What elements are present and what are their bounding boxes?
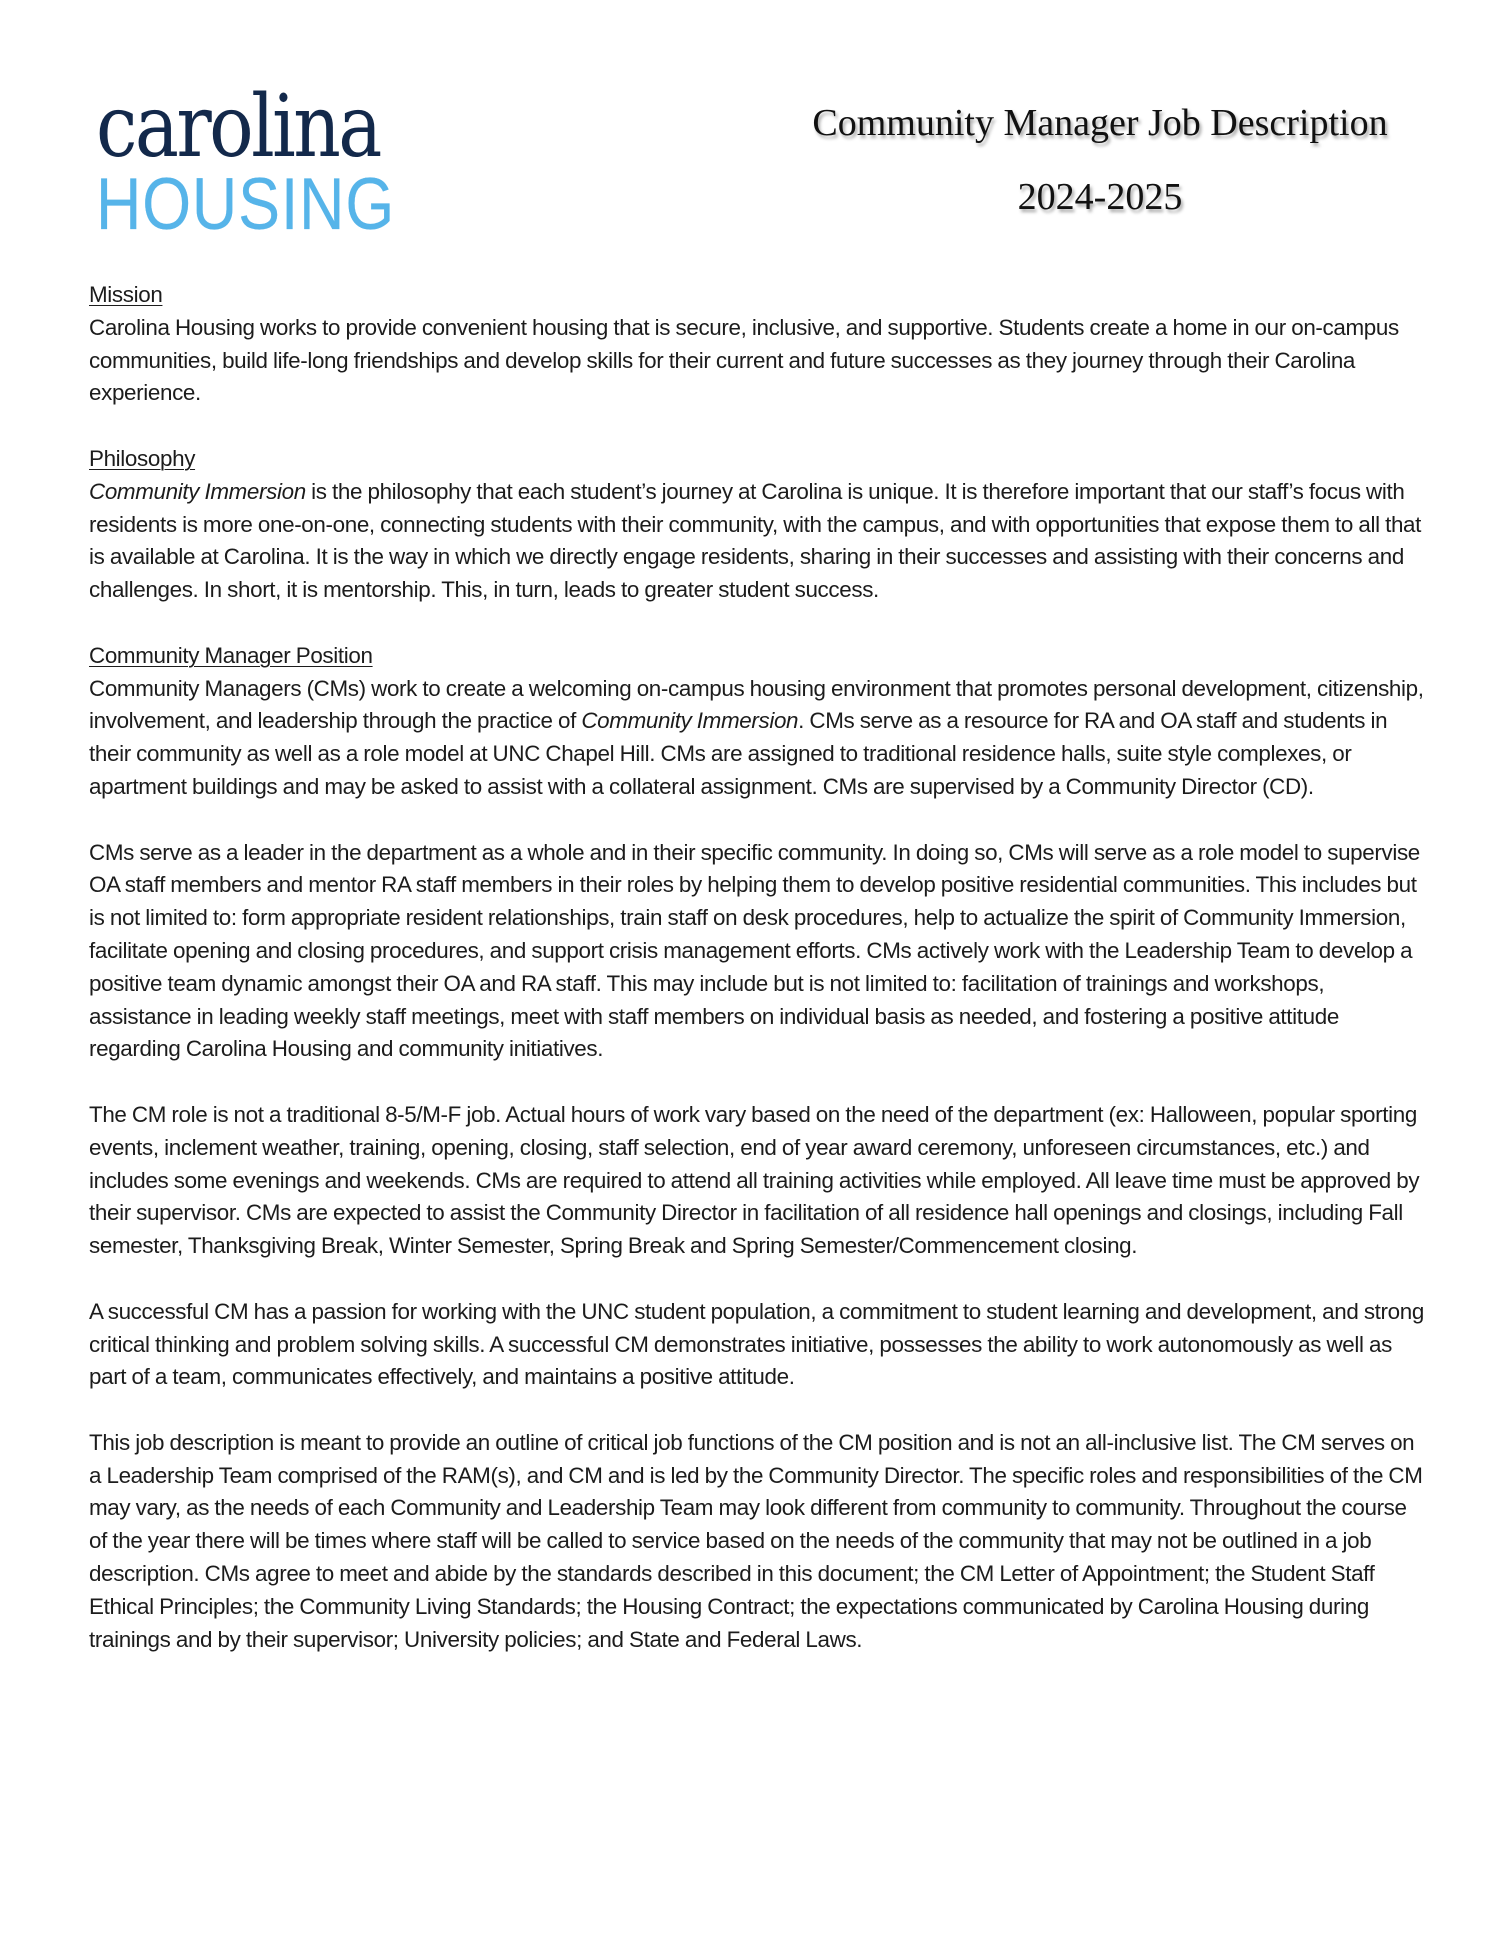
mission-heading: Mission — [89, 282, 163, 307]
position-text-after: . CMs serve as a resource for RA and OA staff and students in their community as well as a role model at UNC Chapel Hill. CMs are assigned to traditional residence halls, suite style complexes, or apartment buildings and may be asked to assist with a collateral assignment. CMs are supervised by a Community Director (CD). — [89, 708, 1388, 799]
paragraph-gap — [89, 804, 1429, 837]
community-immersion-term: Community Immersion — [89, 478, 306, 504]
position-text-before: Community Managers (CMs) work to create a welcoming on-campus housing environment that promotes personal development, citizenship, involvement, and leadership through the practice of — [89, 675, 1424, 734]
position-text — [89, 673, 1429, 804]
logo-housing-text: HOUSING — [96, 164, 396, 245]
philosophy-heading: Philosophy — [89, 445, 196, 471]
position-heading: Community Manager Position — [89, 642, 373, 668]
job-description-scope-paragraph: This job description is meant to provide an outline of critical job functions of the CM position and is not an all-inclusive list. The CM serves on a Leadership Team comprised of the RAM(s), and CM and is led by the Community Director. The specific roles and responsibilities of the CM may vary, as the needs of each Community and Leadership Team may look different from community to community. Throughout the course of the year there will be times where staff will be called to service based on the needs of the community that may not be outlined in a job description. CMs agree to meet and abide by the standards described in this document; the CM Letter of Appointment; the Student Staff Ethical Principles; the Community Living Standards; the Housing Contract; the expectations communicated by Carolina Housing during trainings and by their supervisor; University policies; and State and Federal Laws. — [89, 1429, 1423, 1652]
mission-text: Carolina Housing works to provide convenient housing that is secure, inclusive, and supportive. Students create a home in our on-campus communities, build life-long friendships and develop skills for their current and future successes as they journey through their Carolina experience. — [89, 314, 1399, 406]
community-immersion-term: Community Immersion — [581, 708, 799, 734]
leadership-paragraph: CMs serve as a leader in the department as a whole and in their specific community. In doing so, CMs will serve as a role model to supervise OA staff members and mentor RA staff members in their roles by helping them to develop positive residential communities. This includes but is not limited to: form appropriate resident relationships, train staff on desk procedures, help to actualize the spirit of Community Immersion, facilitate opening and closing procedures, and support crisis management efforts. CMs actively work with the Leadership Team to develop a positive team dynamic amongst their OA and RA staff. This may include but is not limited to: facilitation of trainings and workshops, assistance in leading weekly staff meetings, meet with staff members on individual basis as needed, and fostering a positive attitude regarding Carolina Housing and community initiatives. — [89, 839, 1420, 1062]
position-section — [89, 640, 1429, 804]
paragraph-gap — [89, 1263, 1429, 1296]
paragraph-gap — [89, 410, 1429, 443]
paragraph-gap — [89, 1394, 1429, 1427]
document-body — [89, 279, 1429, 1656]
paragraph-gap — [89, 607, 1429, 640]
mission-section — [89, 279, 1429, 410]
paragraph-gap — [89, 1066, 1429, 1099]
carolina-housing-logo — [96, 77, 416, 245]
document-header — [780, 100, 1420, 220]
philosophy-section — [89, 443, 1429, 607]
document-title: Community Manager Job Description — [812, 102, 1388, 144]
logo-carolina-text: carolina — [96, 77, 380, 177]
successful-cm-paragraph: A successful CM has a passion for working with the UNC student population, a commitment to student learning and development, and strong critical thinking and problem solving skills. A successful CM demonstrates initiative, possesses the ability to work autonomously as well as part of a team, communicates effectively, and maintains a positive attitude. — [89, 1298, 1424, 1390]
work-hours-paragraph: The CM role is not a traditional 8-5/M-F job. Actual hours of work vary based on the need of the department (ex: Halloween, popular sporting events, inclement weather, training, opening, closing, staff selection, end of year award ceremony, unforeseen circumstances, etc.) and includes some evenings and weekends. CMs are required to attend all training activities while employed. All leave time must be approved by their supervisor. CMs are expected to assist the Community Director in facilitation of all residence hall openings and closings, including Fall semester, Thanksgiving Break, Winter Semester, Spring Break and Spring Semester/Commencement closing. — [89, 1101, 1420, 1259]
philosophy-body: is the philosophy that each student’s journey at Carolina is unique. It is therefore important that our staff’s focus with residents is more one-on-one, connecting students with their community, with the campus, and with opportunities that expose them to all that is available at Carolina. It is the way in which we directly engage residents, sharing in their successes and assisting with their concerns and challenges. In short, it is mentorship. This, in turn, leads to greater student success. — [89, 478, 1422, 603]
document-year: 2024-2025 — [1017, 176, 1183, 218]
philosophy-text — [89, 476, 1429, 607]
